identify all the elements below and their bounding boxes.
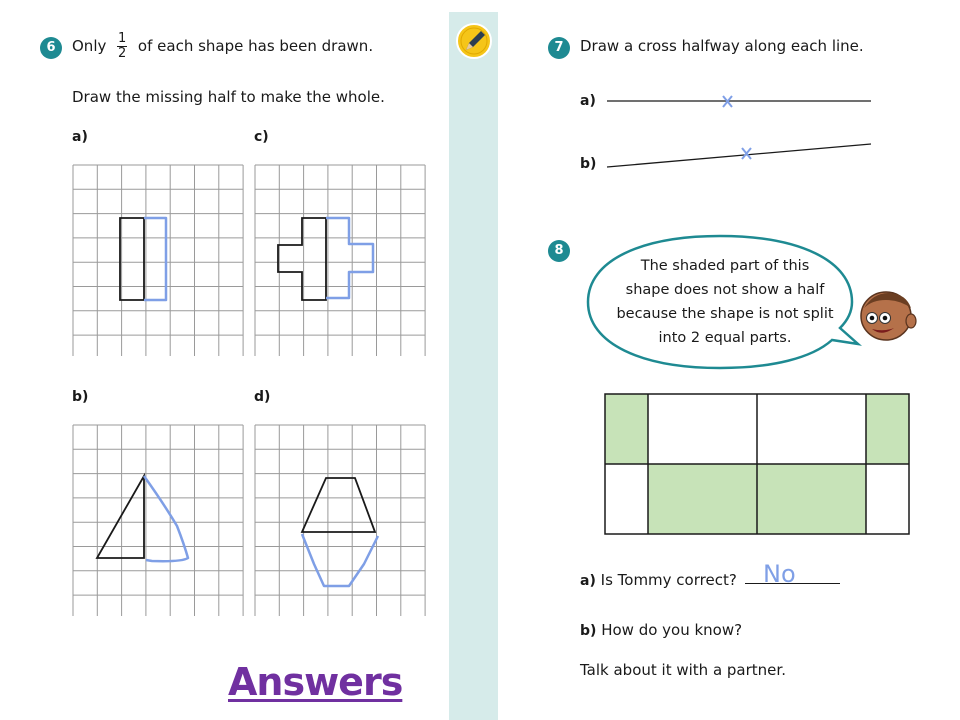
question-8b [580, 621, 742, 639]
part-c-label: c) [254, 129, 269, 145]
grid-d [254, 424, 426, 616]
fraction-numerator: 1 [118, 31, 127, 46]
grid-a [72, 164, 244, 356]
given-half-shape [278, 218, 326, 300]
question-text: How do you know? [601, 621, 743, 639]
given-half-shape [302, 478, 375, 532]
drawn-missing-half [144, 476, 188, 561]
part-d-label: d) [254, 389, 271, 405]
pencil-icon [455, 22, 493, 60]
speech-bubble-text [605, 254, 845, 350]
grid-lines [255, 165, 425, 356]
answers-heading: Answers [228, 660, 403, 704]
question-7-badge: 7 [548, 37, 570, 59]
given-half-shape [120, 218, 144, 300]
part-label: a) [580, 573, 596, 589]
question-6-prompt [72, 32, 373, 61]
prompt-text: Only [72, 37, 107, 55]
question-6-badge: 6 [40, 37, 62, 59]
question-7-instruction: Draw a cross halfway along each line. [580, 37, 864, 55]
speech-line: The shaded part of this [640, 258, 810, 274]
character-face-icon [856, 288, 922, 344]
cross-mark-b [742, 148, 751, 159]
drawn-missing-half [144, 218, 166, 300]
handwritten-answer: No [763, 560, 796, 588]
fraction-denominator: 2 [118, 46, 127, 61]
drawn-missing-half [302, 534, 378, 586]
gutter-strip [449, 12, 498, 720]
part-a-label: a) [580, 93, 596, 109]
question-8-badge: 8 [548, 240, 570, 262]
line-b [607, 144, 871, 167]
fraction [117, 32, 127, 61]
question-8a [580, 571, 737, 589]
grid-lines [73, 425, 243, 616]
part-a-label: a) [72, 129, 88, 145]
speech-line: shape does not show a half [625, 282, 825, 298]
grid-b [72, 424, 244, 616]
speech-line: into 2 equal parts. [658, 330, 792, 346]
grid-lines [255, 425, 425, 616]
part-b-label: b) [580, 156, 597, 172]
shaded-shape [602, 391, 912, 537]
speech-line: because the shape is not split [616, 306, 834, 322]
q7-lines [600, 85, 880, 180]
talk-prompt: Talk about it with a partner. [580, 661, 786, 679]
grid-lines [73, 165, 243, 356]
part-b-label: b) [72, 389, 89, 405]
grid-c [254, 164, 426, 356]
prompt-text: of each shape has been drawn. [137, 37, 374, 55]
part-label: b) [580, 623, 597, 639]
question-6-instruction: Draw the missing half to make the whole. [72, 88, 385, 106]
question-text: Is Tommy correct? [600, 571, 737, 589]
given-half-shape [97, 476, 144, 558]
